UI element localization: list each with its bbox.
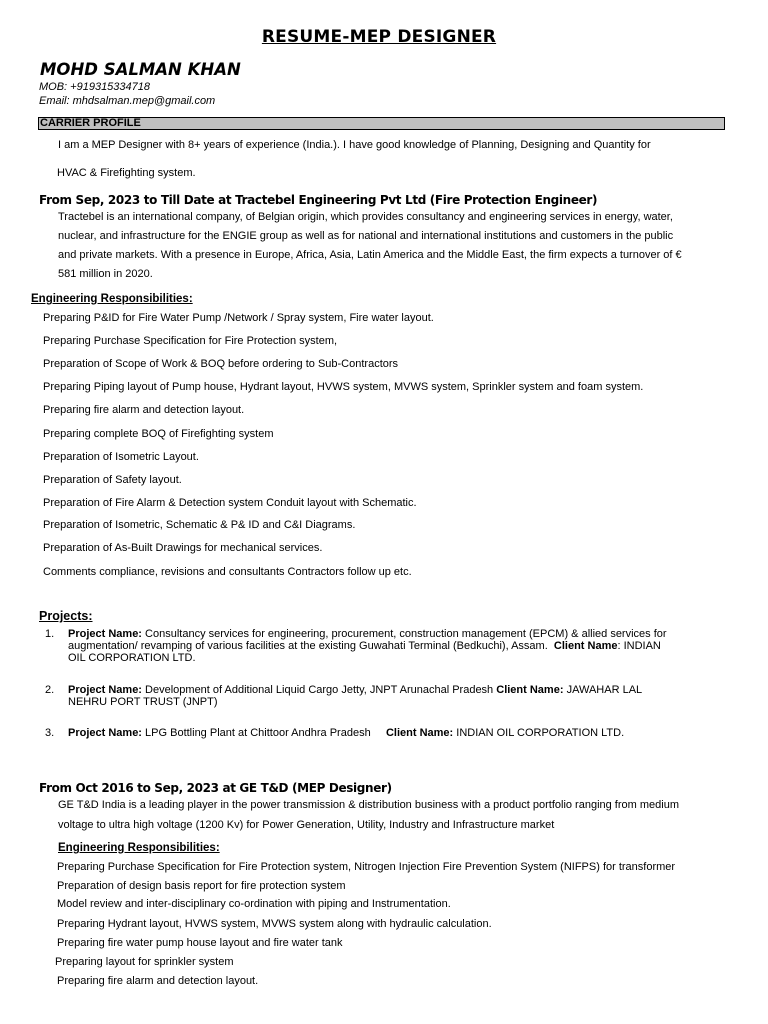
project-item-3 xyxy=(68,727,624,739)
job1-description-line: nuclear, and infrastructure for the ENGIE group as well as for national and international institutions and customers in the public xyxy=(58,230,674,242)
project-name-label: Project Name: xyxy=(68,628,142,640)
candidate-name: MOHD SALMAN KHAN xyxy=(40,60,241,79)
job1-responsibility-item: Preparation of Scope of Work & BOQ before ordering to Sub-Contractors xyxy=(43,358,399,370)
job2-responsibility-item: Model review and inter-disciplinary co-ordination with piping and Instrumentation. xyxy=(57,898,451,910)
projects-heading: Projects: xyxy=(39,609,93,623)
project-name: Development of Additional Liquid Cargo Jetty, JNPT Arunachal Pradesh xyxy=(145,684,494,696)
project-name: augmentation/ revamping of various facilities at the existing Guwahati Terminal (Bedkuchi), Assam. xyxy=(68,640,548,652)
job1-responsibility-item: Comments compliance, revisions and consultants Contractors follow up etc. xyxy=(43,566,412,578)
client-name-label: Client Name: xyxy=(385,727,454,739)
carrier-profile-heading-bar xyxy=(38,117,725,130)
job1-responsibility-item: Preparation of Safety layout. xyxy=(43,474,182,486)
job1-responsibility-item: Preparation of As-Built Drawings for mechanical services. xyxy=(43,542,323,554)
resume-title: RESUME-MEP DESIGNER xyxy=(261,27,497,47)
job1-responsibility-item: Preparation of Isometric Layout. xyxy=(43,451,199,463)
job2-responsibility-item: Preparing layout for sprinkler system xyxy=(55,956,234,968)
job1-responsibility-item: Preparation of Fire Alarm & Detection system Conduit layout with Schematic. xyxy=(43,497,417,509)
project-number: 2. xyxy=(45,684,55,696)
project-name: Consultancy services for engineering, procurement, construction management (EPCM) & allied services for xyxy=(145,628,667,640)
job1-responsibility-item: Preparing fire alarm and detection layout. xyxy=(43,404,245,416)
job1-description-line: Tractebel is an international company, of Belgian origin, which provides consultancy and engineering services in energy, water, xyxy=(58,211,673,223)
job1-responsibility-item: Preparation of Isometric, Schematic & P& ID and C&I Diagrams. xyxy=(43,519,356,531)
client-name-label: Client Name: xyxy=(496,684,564,696)
client-name: JAWAHAR LAL xyxy=(566,684,643,696)
project-number: 1. xyxy=(45,628,55,640)
carrier-profile-heading: CARRIER PROFILE xyxy=(40,117,141,129)
job1-responsibility-item: Preparing Piping layout of Pump house, Hydrant layout, HVWS system, MVWS system, Sprinkler system and foam system. xyxy=(43,381,644,393)
project-number: 3. xyxy=(45,727,55,739)
project-name-label: Project Name: xyxy=(68,684,142,696)
job2-responsibility-item: Preparing fire alarm and detection layout. xyxy=(57,975,259,987)
job1-description-line: and private markets. With a presence in Europe, Africa, Asia, Latin America and the Middle East, the firm expects a turnover of € xyxy=(58,249,682,261)
client-name: INDIAN OIL CORPORATION LTD. xyxy=(456,727,625,739)
project-item-2 xyxy=(68,684,642,708)
job1-description-line: 581 million in 2020. xyxy=(58,268,153,280)
profile-line-1: I am a MEP Designer with 8+ years of experience (India.). I have good knowledge of Planning, Designing and Quantity for xyxy=(58,139,651,151)
client-name-label: Client Name xyxy=(553,640,618,652)
job1-responsibilities-heading: Engineering Responsibilities: xyxy=(31,293,193,305)
job2-description-line: voltage to ultra high voltage (1200 Kv) for Power Generation, Utility, Industry and Infrastructure market xyxy=(58,819,555,831)
project-item-1 xyxy=(68,628,667,664)
project-name-label: Project Name: xyxy=(68,727,142,739)
client-name: NEHRU PORT TRUST (JNPT) xyxy=(68,696,218,708)
job2-responsibility-item: Preparing Purchase Specification for Fire Protection system, Nitrogen Injection Fire Prevention System (NIFPS) for transformer xyxy=(57,861,676,873)
job1-heading: From Sep, 2023 to Till Date at Tractebel Engineering Pvt Ltd (Fire Protection Engineer) xyxy=(39,193,598,207)
job2-heading: From Oct 2016 to Sep, 2023 at GE T&D (MEP Designer) xyxy=(39,781,392,795)
job1-responsibility-item: Preparing P&ID for Fire Water Pump /Network / Spray system, Fire water layout. xyxy=(43,312,434,324)
job1-responsibility-item: Preparing Purchase Specification for Fire Protection system, xyxy=(43,335,338,347)
client-name: OIL CORPORATION LTD. xyxy=(68,652,196,664)
job2-responsibility-item: Preparing Hydrant layout, HVWS system, MVWS system along with hydraulic calculation. xyxy=(57,918,492,930)
job2-responsibilities-heading: Engineering Responsibilities: xyxy=(58,842,220,854)
job2-description-line: GE T&D India is a leading player in the power transmission & distribution business with a product portfolio ranging from medium xyxy=(58,799,679,811)
mobile-number: MOB: +919315334718 xyxy=(39,81,151,93)
project-name: LPG Bottling Plant at Chittoor Andhra Pradesh xyxy=(145,727,371,739)
profile-line-2: HVAC & Firefighting system. xyxy=(57,167,196,179)
job2-responsibility-item: Preparation of design basis report for fire protection system xyxy=(57,880,346,892)
job1-responsibility-item: Preparing complete BOQ of Firefighting system xyxy=(43,428,274,440)
email-address: Email: mhdsalman.mep@gmail.com xyxy=(39,95,216,107)
client-name: : INDIAN xyxy=(617,640,661,652)
job2-responsibility-item: Preparing fire water pump house layout and fire water tank xyxy=(57,937,343,949)
